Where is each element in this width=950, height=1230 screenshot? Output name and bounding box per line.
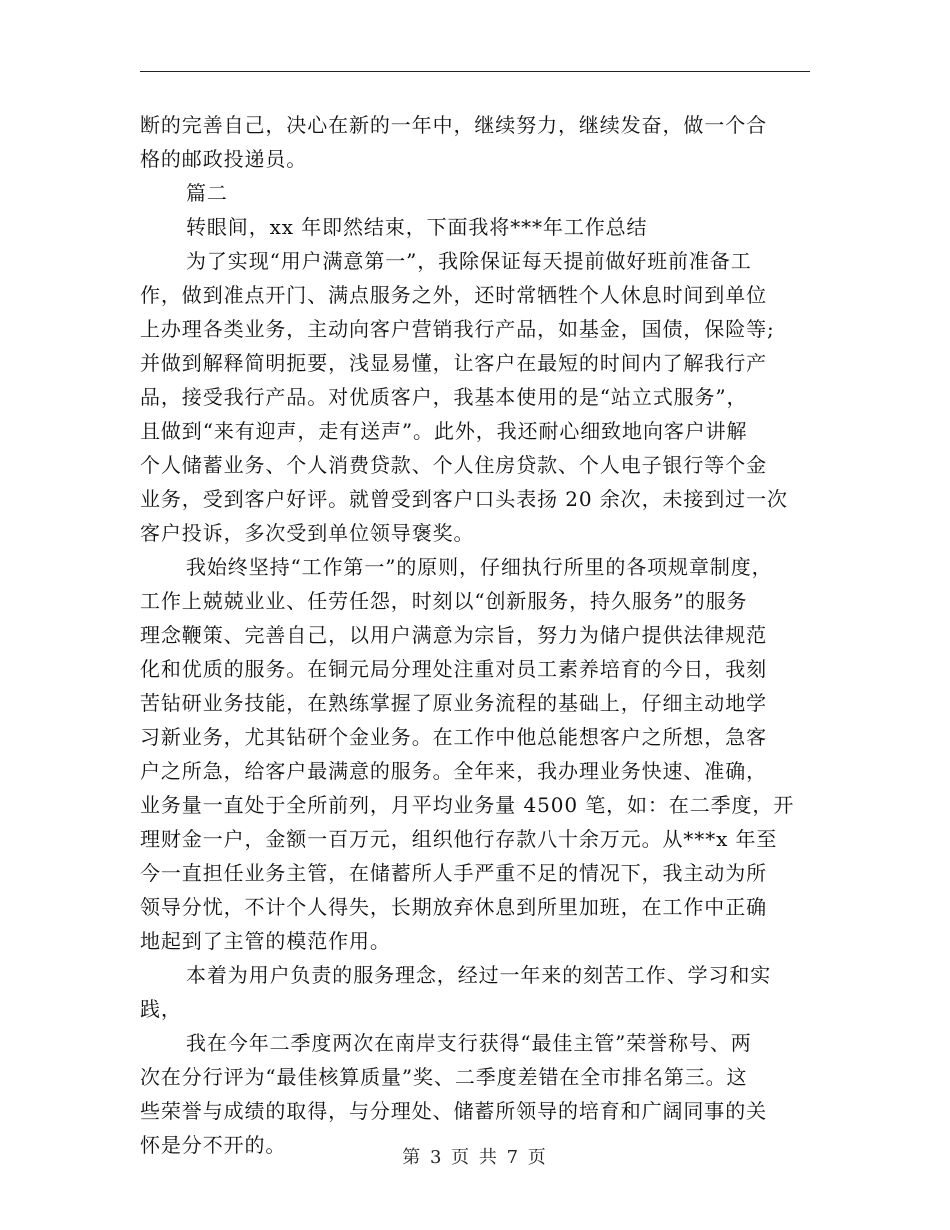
text-line: 且做到“来有迎声，走有送声”。此外，我还耐心细致地向客户讲解 xyxy=(140,419,748,443)
document-body xyxy=(140,108,812,1162)
text-line: 业务量一直处于全所前列，月平均业务量 4500 笔，如：在二季度，开 xyxy=(140,793,795,817)
text-line: 业务，受到客户好评。就曾受到客户口头表扬 20 余次，未接到过一次 xyxy=(140,487,788,511)
text-line: 今一直担任业务主管，在储蓄所人手严重不足的情况下，我主动为所 xyxy=(140,861,767,885)
text-line: 些荣誉与成绩的取得，与分理处、储蓄所领导的培育和广阔同事的关 xyxy=(140,1099,767,1123)
text-line: 工作上兢兢业业、任劳任怨，时刻以“创新服务，持久服务”的服务 xyxy=(140,589,748,613)
text-line: 怀是分不开的。 xyxy=(140,1133,287,1157)
text-line: 本着为用户负责的服务理念，经过一年来的刻苦工作、学习和实 xyxy=(186,963,772,987)
header-rule xyxy=(140,71,810,72)
text-line: 理念鞭策、完善自己，以用户满意为宗旨，努力为储户提供法律规范 xyxy=(140,623,767,647)
text-line: 篇二 xyxy=(186,181,228,205)
text-line: 践， xyxy=(140,997,182,1021)
text-line: 为了实现“用户满意第一”，我除保证每天提前做好班前准备工 xyxy=(186,249,752,273)
text-line: 我始终坚持“工作第一”的原则，仔细执行所里的各项规章制度， xyxy=(186,555,773,579)
text-line: 上办理各类业务，主动向客户营销我行产品，如基金，国债，保险等; xyxy=(140,317,775,341)
text-line: 断的完善自己，决心在新的一年中，继续努力，继续发奋，做一个合 xyxy=(140,113,767,137)
text-line: 地起到了主管的模范作用。 xyxy=(140,929,391,953)
text-line: 转眼间，xx 年即然结束，下面我将***年工作总结 xyxy=(186,215,648,239)
text-line: 领导分忧，不计个人得失，长期放弃休息到所里加班，在工作中正确 xyxy=(140,895,767,919)
text-line: 理财金一户，金额一百万元，组织他行存款八十余万元。从***x 年至 xyxy=(140,827,778,851)
text-line: 户之所急，给客户最满意的服务。全年来，我办理业务快速、准确， xyxy=(140,759,767,783)
page-footer: 第 3 页 共 7 页 xyxy=(402,1147,548,1168)
text-line: 习新业务，尤其钻研个金业务。在工作中他总能想客户之所想，急客 xyxy=(140,725,767,749)
text-line: 品，接受我行产品。对优质客户，我基本使用的是“站立式服务”， xyxy=(140,385,748,409)
text-line: 格的邮政投递员。 xyxy=(140,147,308,171)
text-line: 作，做到准点开门、满点服务之外，还时常牺牲个人休息时间到单位 xyxy=(140,283,767,307)
text-line: 并做到解释简明扼要，浅显易懂，让客户在最短的时间内了解我行产 xyxy=(140,351,767,375)
text-line: 个人储蓄业务、个人消费贷款、个人住房贷款、个人电子银行等个金 xyxy=(140,453,767,477)
text-line: 苦钻研业务技能，在熟练掌握了原业务流程的基础上，仔细主动地学 xyxy=(140,691,767,715)
text-line: 次在分行评为“最佳核算质量”奖、二季度差错在全市排名第三。这 xyxy=(140,1065,748,1089)
text-line: 客户投诉，多次受到单位领导褒奖。 xyxy=(140,521,475,545)
text-line: 化和优质的服务。在铜元局分理处注重对员工素养培育的今日，我刻 xyxy=(140,657,767,681)
text-line: 我在今年二季度两次在南岸支行获得“最佳主管”荣誉称号、两 xyxy=(186,1031,752,1055)
